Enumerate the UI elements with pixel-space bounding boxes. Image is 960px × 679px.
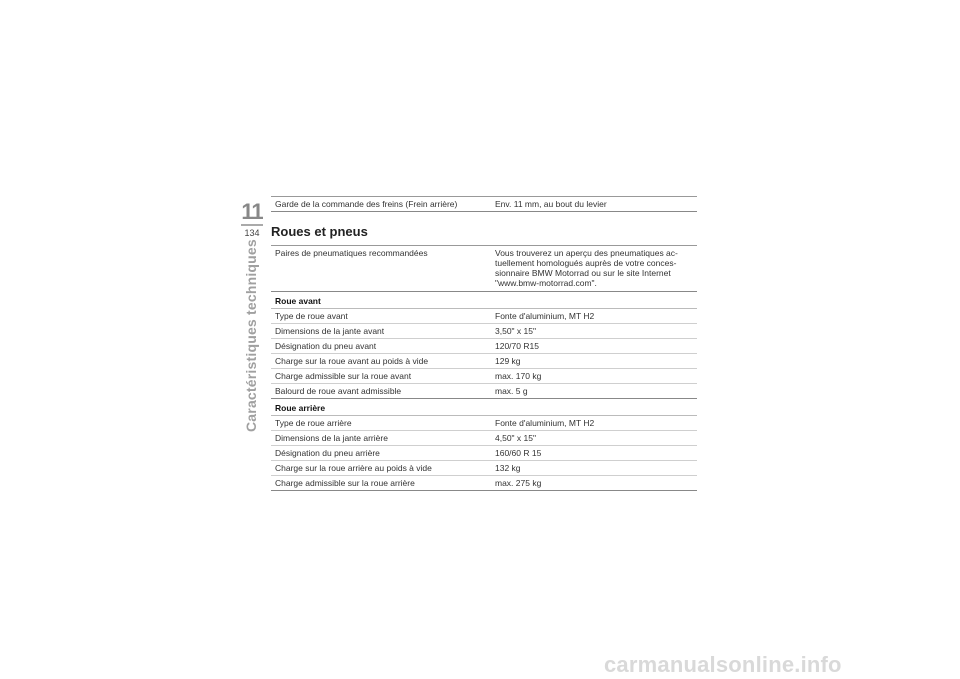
table-row — [271, 476, 697, 491]
text-line: sionnaire BMW Motorrad ou sur le site Internet — [495, 268, 671, 278]
row-value: Env. 11 mm, au bout du levier — [491, 197, 697, 212]
rear-wheel-heading — [271, 399, 697, 416]
row-label: Charge admissible sur la roue avant — [271, 369, 491, 384]
row-label: Type de roue arrière — [271, 416, 491, 431]
row-label: Charge sur la roue avant au poids à vide — [271, 354, 491, 369]
text-line: "www.bmw-motorrad.com". — [495, 278, 597, 288]
subheading: Roue arrière — [271, 399, 697, 416]
watermark: carmanualsonline.info — [604, 652, 842, 677]
row-value: 160/60 R 15 — [491, 446, 697, 461]
spec-content — [271, 196, 697, 491]
row-value: 129 kg — [491, 354, 697, 369]
table-row — [271, 354, 697, 369]
chapter-number: 11 — [241, 199, 263, 224]
row-label: Dimensions de la jante avant — [271, 324, 491, 339]
chapter-divider — [241, 224, 263, 226]
table-row — [271, 431, 697, 446]
table-row — [271, 339, 697, 354]
front-wheel-heading — [271, 292, 697, 309]
row-value: 3,50" x 15" — [491, 324, 697, 339]
row-value: 4,50" x 15" — [491, 431, 697, 446]
text-line: Vous trouverez un aperçu des pneumatiques ac- — [495, 248, 678, 258]
table-row — [271, 384, 697, 399]
table-row — [271, 416, 697, 431]
table-row — [271, 446, 697, 461]
table-row — [271, 309, 697, 324]
table-row — [271, 369, 697, 384]
row-value: Fonte d'aluminium, MT H2 — [491, 309, 697, 324]
table-row — [271, 197, 697, 212]
row-label: Désignation du pneu arrière — [271, 446, 491, 461]
row-value: max. 170 kg — [491, 369, 697, 384]
brake-table — [271, 197, 697, 212]
row-value: Fonte d'aluminium, MT H2 — [491, 416, 697, 431]
table-row — [271, 461, 697, 476]
text-line: tuellement homologués auprès de votre conces- — [495, 258, 677, 268]
row-value — [491, 246, 697, 292]
row-value: 132 kg — [491, 461, 697, 476]
row-label: Paires de pneumatiques recommandées — [271, 246, 491, 292]
section-title: Roues et pneus — [271, 224, 368, 239]
wheels-table — [271, 246, 697, 491]
row-value: max. 5 g — [491, 384, 697, 399]
chapter-marker — [240, 200, 264, 238]
row-label: Type de roue avant — [271, 309, 491, 324]
page-number: 134 — [244, 228, 260, 238]
chapter-side-title: Caractéristiques techniques — [243, 239, 259, 432]
row-value: 120/70 R15 — [491, 339, 697, 354]
row-label: Charge sur la roue arrière au poids à vide — [271, 461, 491, 476]
row-label: Garde de la commande des freins (Frein arrière) — [271, 197, 491, 212]
row-label: Balourd de roue avant admissible — [271, 384, 491, 399]
row-label: Dimensions de la jante arrière — [271, 431, 491, 446]
table-row — [271, 246, 697, 292]
row-value: max. 275 kg — [491, 476, 697, 491]
subheading: Roue avant — [271, 292, 697, 309]
table-row — [271, 324, 697, 339]
row-label: Désignation du pneu avant — [271, 339, 491, 354]
row-label: Charge admissible sur la roue arrière — [271, 476, 491, 491]
